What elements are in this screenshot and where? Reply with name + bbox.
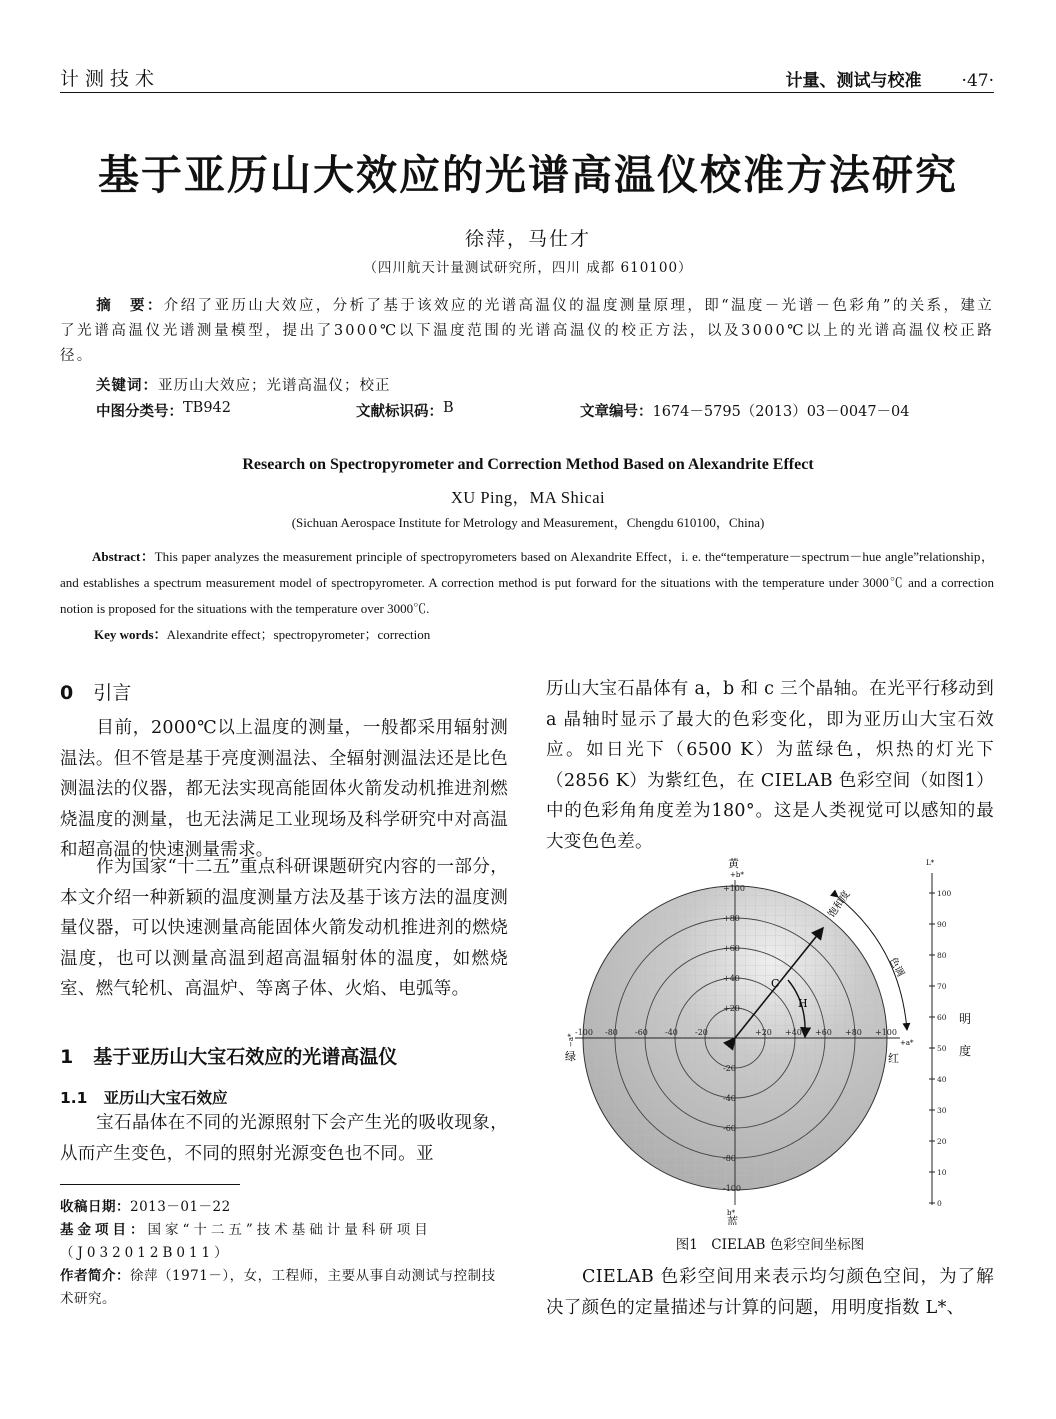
affiliation: （四川航天计量测试研究所，四川 成都 610100） bbox=[363, 260, 693, 276]
cielab-figure bbox=[555, 855, 995, 1225]
article-number bbox=[580, 400, 910, 421]
english-abstract-text: This paper analyzes the measurement principle of spectropyrometers based on Alexandrite Effect，i. e. the“temperature－spectrum－hue angle”relationship，and establishes a spectrum measurement model of spectropyrometer. A correction method is put forward for the situations with the temperature under 3000℃ and a correction notion is proposed for the situations with the temperature over 3000℃. bbox=[60, 549, 994, 616]
clc-label: 中图分类号： bbox=[96, 404, 183, 420]
b-tick-label: -20 bbox=[723, 1064, 736, 1073]
lightness-tick-label: 40 bbox=[937, 1075, 947, 1084]
label-green: 绿 bbox=[565, 1050, 576, 1063]
english-keywords-text: Alexandrite effect；spectropyrometer；correction bbox=[166, 627, 431, 642]
section-1-number: 1 bbox=[60, 1046, 74, 1068]
a-tick-label: -20 bbox=[695, 1028, 708, 1037]
received-value: 2013－01－22 bbox=[130, 1199, 231, 1215]
lightness-tick-label: 30 bbox=[937, 1106, 947, 1115]
a-tick-label: -60 bbox=[635, 1028, 648, 1037]
keywords-text: 亚历山大效应；光谱高温仪；校正 bbox=[158, 378, 391, 394]
label-L-star: L* bbox=[926, 859, 935, 867]
lightness-tick-label: 60 bbox=[937, 1013, 947, 1022]
footnote-fund bbox=[60, 1219, 508, 1265]
received-label: 收稿日期： bbox=[60, 1199, 130, 1215]
section-0-paragraph-2 bbox=[60, 852, 508, 1005]
section-0-paragraph-1 bbox=[60, 713, 508, 866]
b-tick-label: -100 bbox=[723, 1184, 741, 1193]
abstract-text: 介绍了亚历山大效应，分析了基于该效应的光谱高温仪的温度测量原理，即“温度－光谱－色彩角”的关系，建立了光谱高温仪光谱测量模型，提出了3000℃以下温度范围的光谱高温仪的校正方法，以及3000℃以上的光谱高温仪校正路径。 bbox=[60, 298, 994, 364]
b-tick-label: -60 bbox=[723, 1124, 736, 1133]
fund-value: 国家“十二五”技术基础计量科研项目（J032012B011） bbox=[60, 1222, 432, 1261]
section-0-title: 引言 bbox=[93, 682, 132, 704]
a-tick-label: +40 bbox=[785, 1028, 802, 1037]
doc-label: 文献标识码： bbox=[356, 404, 443, 420]
label-b-plus: +b* bbox=[730, 871, 744, 879]
page-number: ·47· bbox=[961, 71, 994, 91]
b-tick-label: +100 bbox=[723, 884, 745, 893]
label-blue: 蓝 bbox=[727, 1215, 738, 1225]
lightness-tick-label: 70 bbox=[937, 982, 947, 991]
paragraph-text: 历山大宝石晶体有 a，b 和 c 三个晶轴。在光平行移动到 a 晶轴时显示了最大的色彩变化，即为亚历山大宝石效应。如日光下（6500 K）为蓝绿色，炽热的灯光下（2856 K）为紫红色，在 CIELAB 色彩空间（如图1）中的色彩角角度差为180°。这是人类视觉可以感知的最大变色色差。 bbox=[546, 679, 994, 852]
english-affiliation: (Sichuan Aerospace Institute for Metrology and Measurement，Chengdu 610100，China) bbox=[291, 515, 765, 530]
a-tick-label: +60 bbox=[815, 1028, 832, 1037]
art-value: 1674－5795（2013）03－0047－04 bbox=[652, 404, 910, 420]
section-name: 计量、测试与校准 bbox=[785, 71, 922, 91]
paragraph-text: 作为国家“十二五”重点科研课题研究内容的一部分，本文介绍一种新颖的温度测量方法及基于该方法的温度测量仪器，可以快速测量高能固体火箭发动机推进剂的燃烧温度，也可以测量高温到超高温辐射体的温度，如燃烧室、燃气轮机、高温炉、等离子体、火焰、电弧等。 bbox=[60, 857, 508, 999]
english-authors: XU Ping，MA Shicai bbox=[450, 488, 606, 507]
lightness-tick-label: 10 bbox=[937, 1168, 947, 1177]
lightness-tick-label: 20 bbox=[937, 1137, 947, 1146]
figure-caption: 图1 CIELAB 色彩空间坐标图 bbox=[675, 1237, 865, 1253]
b-tick-label: +20 bbox=[723, 1004, 740, 1013]
b-tick-label: -80 bbox=[723, 1154, 736, 1163]
section-1-heading bbox=[60, 1042, 508, 1069]
keywords-label: 关键词： bbox=[96, 378, 158, 394]
paragraph-text: 目前，2000℃以上温度的测量，一般都采用辐射测温法。但不管是基于亮度测温法、全辐射测温法还是比色测温法的仪器，都无法实现高能固体火箭发动机推进剂燃烧温度的测量，也无法满足工业现场及科学研究中对高温和超高温的快速测量需求。 bbox=[60, 718, 508, 860]
authors: 徐萍，马仕才 bbox=[464, 228, 591, 250]
section-1-1-number: 1.1 bbox=[60, 1089, 88, 1107]
english-keywords-label: Key words： bbox=[94, 627, 167, 642]
art-label: 文章编号： bbox=[580, 404, 653, 420]
a-tick-label: +100 bbox=[875, 1028, 897, 1037]
label-yellow: 黄 bbox=[728, 857, 739, 870]
keywords-cn bbox=[96, 374, 391, 395]
b-tick-label: -40 bbox=[723, 1094, 736, 1103]
abstract-cn bbox=[60, 294, 994, 369]
header-rule bbox=[60, 92, 994, 93]
lightness-tick-label: 0 bbox=[937, 1199, 942, 1208]
running-head-section bbox=[786, 66, 994, 91]
label-C: C bbox=[771, 977, 780, 990]
doc-value: B bbox=[443, 400, 454, 416]
doc-code bbox=[356, 400, 454, 421]
fund-label: 基金项目： bbox=[60, 1222, 148, 1238]
paragraph-text: CIELAB 色彩空间用来表示均匀颜色空间，为了解决了颜色的定量描述与计算的问题，用明度指数 L*、 bbox=[546, 1267, 994, 1318]
label-brightness-1: 明 bbox=[959, 1012, 972, 1026]
lightness-tick-label: 90 bbox=[937, 920, 947, 929]
author-label: 作者简介： bbox=[60, 1268, 130, 1284]
footnotes bbox=[60, 1196, 508, 1311]
label-a-minus: −a* bbox=[567, 1033, 575, 1047]
label-a-plus: +a* bbox=[900, 1039, 914, 1047]
lightness-tick-label: 80 bbox=[937, 951, 947, 960]
a-tick-label: +80 bbox=[845, 1028, 862, 1037]
right-paragraph-2 bbox=[546, 1262, 994, 1323]
footnote-rule bbox=[60, 1184, 240, 1185]
label-H: H bbox=[798, 997, 808, 1010]
section-0-number: 0 bbox=[60, 682, 74, 704]
a-tick-label: -100 bbox=[575, 1028, 593, 1037]
a-tick-label: -80 bbox=[605, 1028, 618, 1037]
clc-value: TB942 bbox=[183, 400, 232, 416]
abstract-label: 摘 要： bbox=[96, 298, 164, 314]
clc-number bbox=[96, 400, 232, 421]
running-head-journal: 计测技术 bbox=[60, 68, 161, 90]
paragraph-text: 宝石晶体在不同的光源照射下会产生光的吸收现象，从而产生变色，不同的照射光源变色也不同。亚 bbox=[60, 1113, 508, 1164]
b-tick-label: +40 bbox=[723, 974, 740, 983]
label-hue: 色调 bbox=[886, 955, 906, 979]
label-red: 红 bbox=[888, 1052, 899, 1065]
b-tick-label: +80 bbox=[723, 914, 740, 923]
section-1-1-title: 亚历山大宝石效应 bbox=[103, 1089, 228, 1107]
a-tick-label: +20 bbox=[755, 1028, 772, 1037]
english-abstract bbox=[60, 544, 994, 622]
a-tick-label: -40 bbox=[665, 1028, 678, 1037]
english-abstract-label: Abstract： bbox=[92, 549, 155, 564]
lightness-tick-label: 50 bbox=[937, 1044, 947, 1053]
author-value: 徐萍（1971－），女，工程师，主要从事自动测试与控制技术研究。 bbox=[60, 1268, 496, 1307]
lightness-tick-label: 100 bbox=[937, 889, 952, 898]
label-brightness-2: 度 bbox=[959, 1044, 972, 1058]
english-title: Research on Spectropyrometer and Correction Method Based on Alexandrite Effect bbox=[242, 456, 814, 473]
section-0-heading bbox=[60, 678, 508, 705]
section-1-title: 基于亚历山大宝石效应的光谱高温仪 bbox=[93, 1046, 398, 1068]
section-1-1-paragraph-1 bbox=[60, 1108, 508, 1169]
paper-title: 基于亚历山大效应的光谱高温仪校准方法研究 bbox=[98, 151, 958, 199]
label-b-star: b* bbox=[727, 1209, 735, 1217]
footnote-received bbox=[60, 1196, 508, 1219]
b-tick-label: +60 bbox=[723, 944, 740, 953]
footnote-author bbox=[60, 1265, 508, 1311]
english-keywords bbox=[94, 624, 430, 643]
label-chroma: 饱和度 bbox=[826, 888, 853, 920]
right-paragraph-1 bbox=[546, 674, 994, 857]
section-1-1-heading bbox=[60, 1086, 508, 1108]
